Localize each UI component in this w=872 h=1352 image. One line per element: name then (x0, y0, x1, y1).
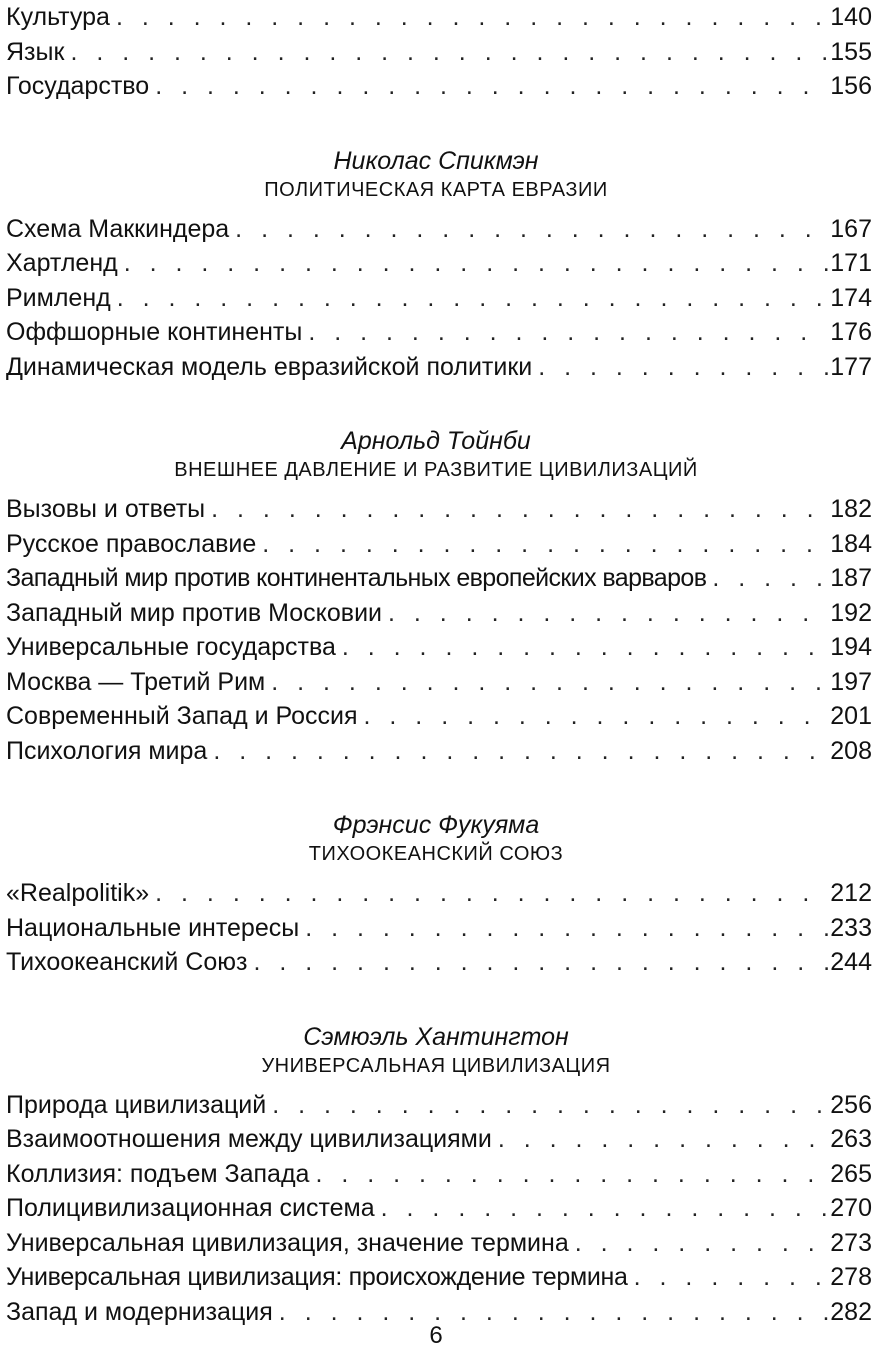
section-heading: УНИВЕРСАЛЬНАЯ ЦИВИЛИЗАЦИЯ (261, 1054, 611, 1077)
toc-entry (6, 492, 872, 527)
toc-entry-title: Динамическая модель евразийской политики (6, 352, 533, 381)
toc-entry-page: 201 (830, 702, 872, 730)
toc-entry-page: 194 (830, 633, 872, 661)
dot-leader (388, 596, 828, 631)
toc-entry (6, 911, 872, 946)
toc-entry (6, 596, 872, 631)
toc-entry (6, 665, 872, 700)
toc-entry-title: Оффшорные континенты (6, 318, 303, 346)
toc-entry-title: Психология мира (6, 736, 208, 765)
toc-entry-page: 278 (830, 1263, 872, 1291)
toc-entry-title: Москва — Третий Рим (6, 667, 266, 696)
toc-entry (6, 945, 872, 980)
toc-entry-title: Государство (6, 72, 150, 100)
dot-leader (155, 69, 828, 104)
toc-entry (6, 281, 872, 316)
toc-entry-page: 197 (830, 667, 872, 696)
toc-entry (6, 0, 872, 35)
dot-leader (498, 1122, 828, 1157)
section-author: Сэмюэль Хантингтон (303, 1022, 569, 1051)
toc-entry-page: 174 (830, 283, 872, 312)
toc-entry (6, 876, 872, 911)
toc-entry-title: Язык (6, 37, 65, 66)
toc-entry-title: Природа цивилизаций (6, 1090, 267, 1119)
toc-entry-title: Универсальная цивилизация: происхождение термина (6, 1263, 628, 1291)
dot-leader (124, 246, 829, 281)
toc-entry-title: Русское православие (6, 529, 257, 558)
toc-section (6, 146, 872, 385)
dot-leader (308, 315, 828, 350)
toc-entry-title: Хартленд (6, 249, 118, 277)
toc-section (6, 810, 872, 980)
toc-entry-title: Тихоокеанский Союз (6, 948, 248, 976)
toc-entry-title: Взаимоотношения между цивилизациями (6, 1125, 492, 1153)
section-author: Фрэнсис Фукуяма (332, 811, 540, 839)
dot-leader (712, 561, 828, 596)
section-heading: ПОЛИТИЧЕСКАЯ КАРТА ЕВРАЗИИ (264, 178, 608, 201)
toc-entry-title: Универсальные государства (6, 633, 336, 661)
toc-entry-title: Универсальная цивилизация, значение термина (6, 1228, 569, 1257)
toc-entry-title: Схема Маккиндера (6, 214, 230, 243)
section-author: Николас Спикмэн (333, 146, 539, 175)
toc-entry (6, 212, 872, 247)
toc-entry-title: Вызовы и ответы (6, 495, 206, 523)
dot-leader (262, 527, 828, 562)
toc-entry (6, 699, 872, 734)
toc-section (6, 0, 872, 104)
toc-entry-page: 256 (830, 1090, 872, 1119)
toc-section (6, 426, 872, 768)
toc-entry-title: Запад и модернизация (6, 1297, 273, 1326)
toc-entry (6, 1260, 872, 1295)
toc-entry (6, 561, 872, 596)
toc-entry-page: 167 (830, 214, 872, 243)
toc-entry (6, 1191, 872, 1226)
toc-entry (6, 246, 872, 281)
dot-leader (70, 35, 828, 70)
toc-entry-page: 263 (830, 1125, 872, 1153)
toc-entry-title: Полицивилизационная система (6, 1194, 375, 1222)
dot-leader (253, 945, 828, 980)
dot-leader (271, 665, 828, 700)
dot-leader (116, 0, 828, 35)
toc-entry-page: 270 (830, 1194, 872, 1222)
section-heading: ВНЕШНЕЕ ДАВЛЕНИЕ И РАЗВИТИЕ ЦИВИЛИЗАЦИЙ (174, 459, 698, 481)
toc-entry-title: Культура (6, 3, 110, 31)
toc-entry-page: 265 (830, 1159, 872, 1188)
toc-entry (6, 69, 872, 104)
toc-entry-page: 171 (830, 249, 872, 277)
toc-entry-page: 282 (830, 1297, 872, 1326)
section-heading: ТИХООКЕАНСКИЙ СОЮЗ (308, 843, 564, 865)
toc-entry-page: 187 (830, 564, 872, 592)
dot-leader (342, 630, 828, 665)
toc-section (6, 1022, 872, 1330)
toc-entry (6, 350, 872, 385)
page-number: 6 (429, 1322, 443, 1349)
toc-entry-page: 244 (830, 948, 872, 976)
toc-entry-title: «Realpolitik» (6, 879, 150, 907)
toc-entry-page: 156 (830, 72, 872, 100)
dot-leader (305, 911, 828, 946)
toc-entry-title: Западный мир против континентальных европейских варваров (6, 564, 707, 592)
dot-leader (155, 876, 828, 911)
dot-leader (117, 281, 829, 316)
toc-entry (6, 1122, 872, 1157)
toc-entry-page: 212 (830, 879, 872, 907)
toc-entry-title: Национальные интересы (6, 913, 300, 942)
toc-entry-page: 155 (830, 37, 872, 66)
toc-entry (6, 1088, 872, 1123)
dot-leader (575, 1226, 829, 1261)
toc-entry-page: 273 (830, 1228, 872, 1257)
toc-entry-page: 184 (830, 529, 872, 558)
toc-entry-page: 140 (830, 3, 872, 31)
toc-entry-page: 208 (830, 736, 872, 765)
toc-entry-title: Современный Запад и Россия (6, 702, 358, 730)
dot-leader (538, 350, 828, 385)
dot-leader (364, 699, 829, 734)
toc-entry (6, 35, 872, 70)
dot-leader (272, 1088, 828, 1123)
toc-entry-page: 192 (830, 598, 872, 627)
toc-entry-title: Коллизия: подъем Запада (6, 1159, 310, 1188)
dot-leader (235, 212, 828, 247)
dot-leader (381, 1191, 829, 1226)
dot-leader (211, 492, 828, 527)
toc-entry (6, 734, 872, 769)
toc-entry-title: Западный мир против Московии (6, 598, 383, 627)
toc-entry-page: 176 (830, 318, 872, 346)
toc-entry (6, 315, 872, 350)
dot-leader (315, 1157, 828, 1192)
toc-entry-page: 177 (830, 352, 872, 381)
toc-entry (6, 1157, 872, 1192)
toc-entry (6, 630, 872, 665)
toc-entry (6, 527, 872, 562)
toc-entry-page: 233 (830, 913, 872, 942)
toc-entry (6, 1226, 872, 1261)
section-author: Арнольд Тойнби (341, 427, 531, 455)
dot-leader (634, 1260, 829, 1295)
dot-leader (213, 734, 828, 769)
toc-entry-title: Римленд (6, 283, 111, 312)
table-of-contents (6, 0, 872, 1329)
toc-entry-page: 182 (830, 495, 872, 523)
